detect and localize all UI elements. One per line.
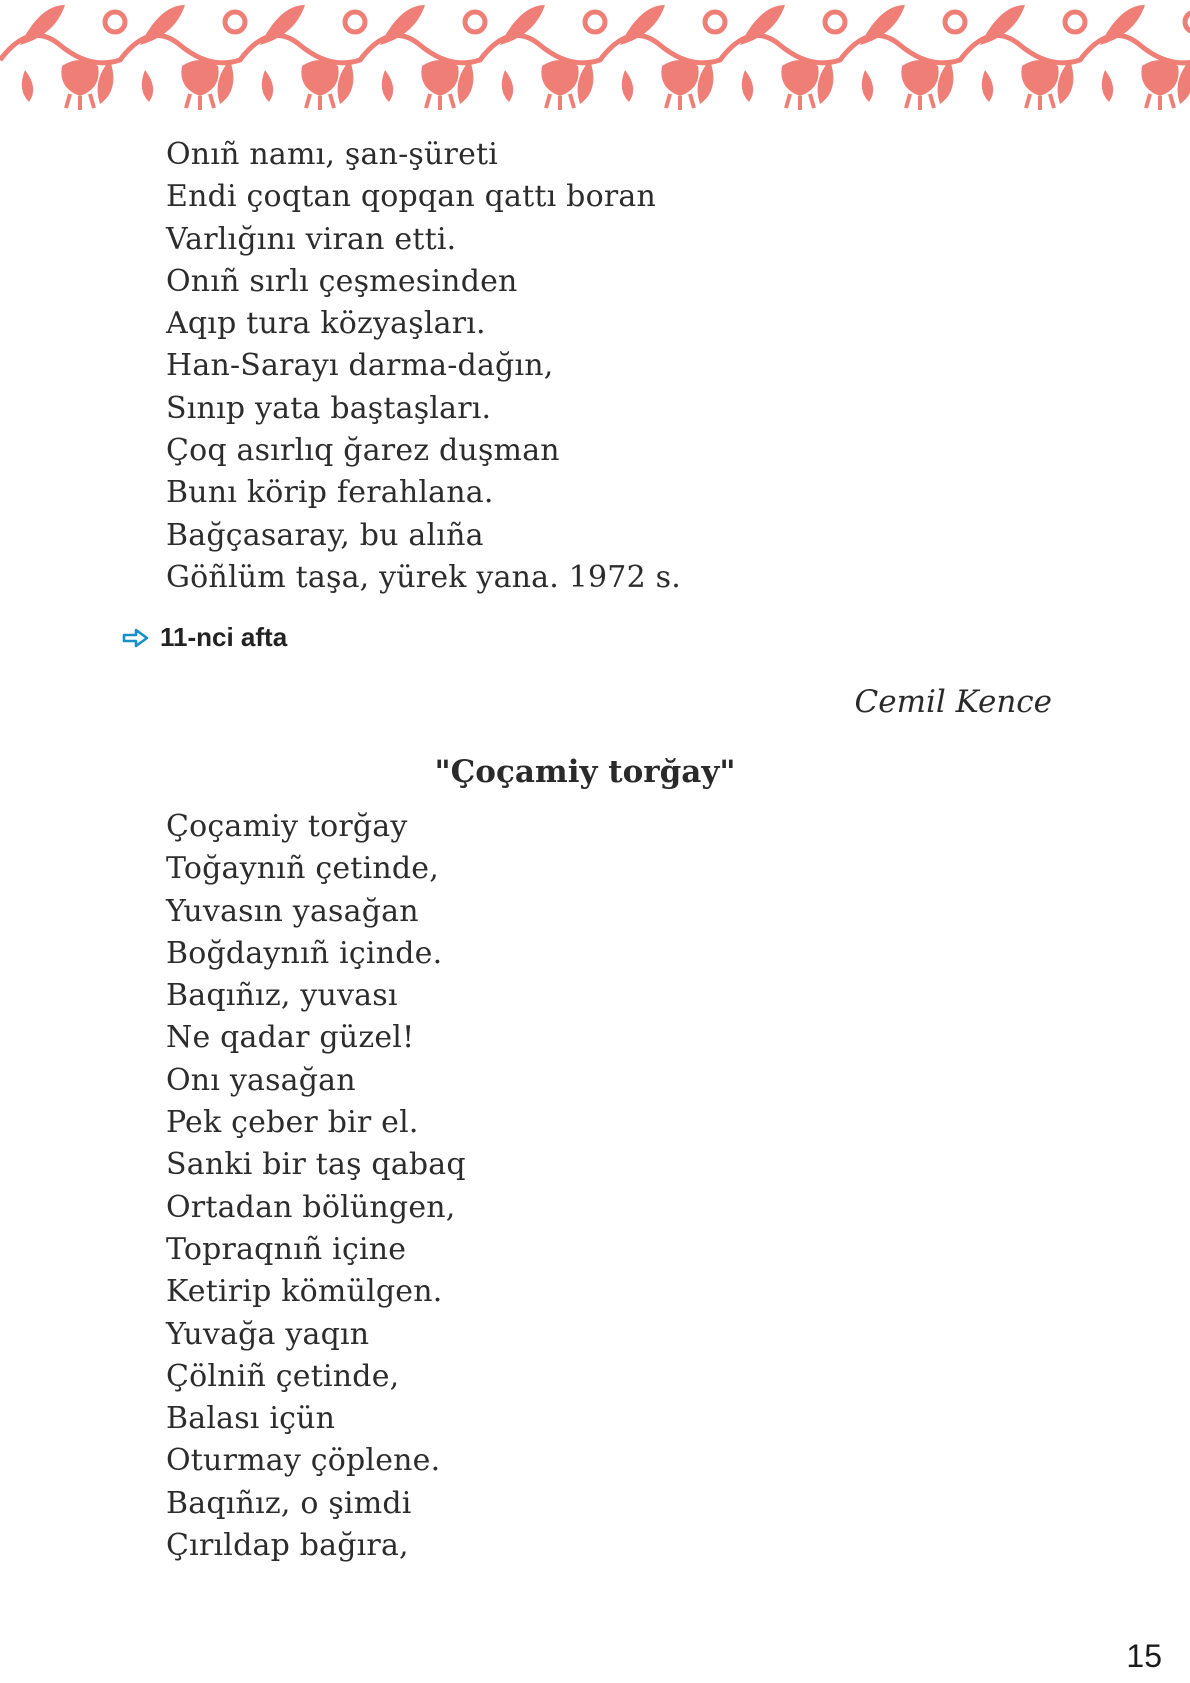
poem-line: Aqıp tura közyaşları. [166,306,486,342]
poem-line: Oturmay çöplene. [166,1443,441,1479]
poem-line: Çoçamiy torğay [166,809,408,844]
poem-title: "Çoçamiy torğay" [434,754,736,790]
poem-line: Çölniñ çetinde, [166,1358,400,1394]
poem-line: Balası içün [166,1401,336,1437]
poem-line: Boğdaynıñ içinde. [166,935,443,971]
poem-line: Onı yasağan [166,1062,356,1098]
poem-line: Yuvasın yasağan [166,893,419,929]
poem-line: Pek çeber bir el. [166,1105,419,1141]
floral-ornament-band [0,0,1190,110]
poem-line: Göñlüm taşa, yürek yana. 1972 s. [166,559,681,595]
poem-line: Çırıldap bağıra, [166,1528,409,1564]
poem-line: Ketirip kömülgen. [166,1274,443,1310]
poem-line: Baqıñız, yuvası [166,978,398,1014]
author-name: Cemil Kence [854,684,1052,720]
poem-line: Onıñ namı, şan-şüreti [166,137,499,172]
poem-continued [166,134,681,599]
poem-line: Han-Sarayı darma-dağın, [166,348,554,384]
page-number: 15 [1126,1638,1162,1674]
poem-line: Endi çoqtan qopqan qattı boran [166,179,656,215]
poem-line: Çoq asırlıq ğarez duşman [166,433,560,469]
poem-line: Toğaynıñ çetinde, [166,851,439,887]
poem-line: Bunı körip ferahlana. [166,475,494,511]
poem-line: Sanki bir taş qabaq [166,1147,466,1183]
poem-body [166,806,466,1567]
poem-line: Sınıp yata baştaşları. [166,390,492,426]
week-marker [122,622,287,653]
arrow-right-icon [122,627,150,649]
poem-line: Ne qadar güzel! [166,1020,415,1056]
poem-line: Topraqnıñ içine [166,1231,407,1267]
week-label: 11-nci afta [160,622,288,652]
poem-line: Varlığını viran etti. [166,221,457,257]
poem-line: Onıñ sırlı çeşmesinden [166,263,518,299]
poem-line: Yuvağa yaqın [166,1316,370,1352]
poem-line: Bağçasaray, bu alıña [166,517,484,553]
poem-line: Baqıñız, o şimdi [166,1485,412,1521]
poem-line: Ortadan bölüngen, [166,1189,456,1225]
